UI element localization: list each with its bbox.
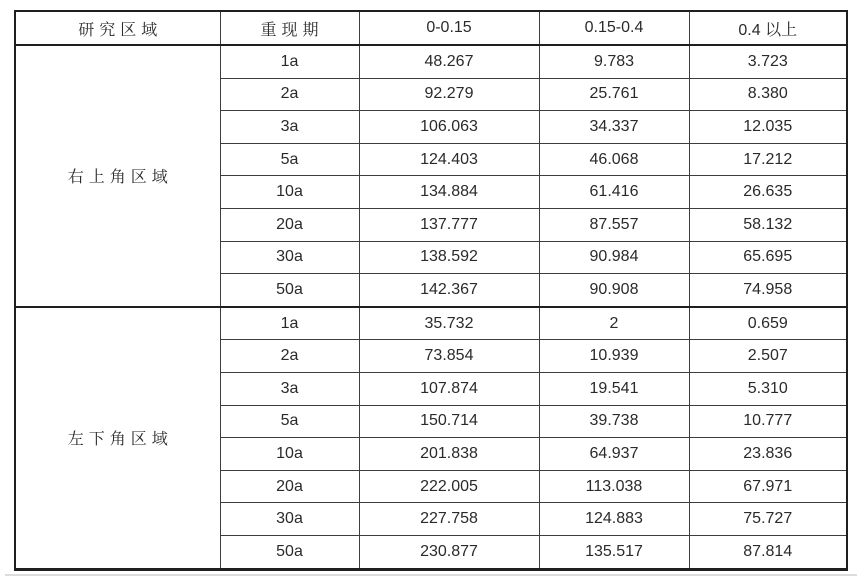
- period-cell: 30a: [220, 241, 359, 274]
- region-cell: 左下角区域: [15, 307, 220, 569]
- value-cell: 61.416: [539, 176, 689, 209]
- value-cell: 74.958: [689, 274, 847, 307]
- period-cell: 3a: [220, 111, 359, 144]
- value-cell: 10.939: [539, 340, 689, 373]
- value-cell: 107.874: [359, 372, 539, 405]
- period-cell: 5a: [220, 143, 359, 176]
- value-cell: 34.337: [539, 111, 689, 144]
- value-cell: 134.884: [359, 176, 539, 209]
- table-row: [15, 45, 847, 78]
- period-cell: 10a: [220, 176, 359, 209]
- value-cell: 106.063: [359, 111, 539, 144]
- value-cell: 25.761: [539, 78, 689, 111]
- header-cell-range-04-plus: 0.4 以上: [689, 11, 847, 45]
- value-cell: 92.279: [359, 78, 539, 111]
- value-cell: 201.838: [359, 438, 539, 471]
- header-row: [15, 11, 847, 45]
- period-cell: 2a: [220, 78, 359, 111]
- value-cell: 48.267: [359, 45, 539, 78]
- value-cell: 9.783: [539, 45, 689, 78]
- period-cell: 3a: [220, 372, 359, 405]
- value-cell: 135.517: [539, 535, 689, 569]
- value-cell: 124.403: [359, 143, 539, 176]
- value-cell: 222.005: [359, 470, 539, 503]
- value-cell: 58.132: [689, 208, 847, 241]
- header-cell-return-period: 重现期: [220, 11, 359, 45]
- header-cell-range-0-015: 0-0.15: [359, 11, 539, 45]
- value-cell: 2.507: [689, 340, 847, 373]
- value-cell: 227.758: [359, 503, 539, 536]
- value-cell: 17.212: [689, 143, 847, 176]
- period-cell: 10a: [220, 438, 359, 471]
- value-cell: 87.557: [539, 208, 689, 241]
- return-period-table: [14, 10, 848, 571]
- header-cell-range-015-04: 0.15-0.4: [539, 11, 689, 45]
- value-cell: 138.592: [359, 241, 539, 274]
- period-cell: 30a: [220, 503, 359, 536]
- value-cell: 113.038: [539, 470, 689, 503]
- value-cell: 23.836: [689, 438, 847, 471]
- value-cell: 19.541: [539, 372, 689, 405]
- value-cell: 46.068: [539, 143, 689, 176]
- period-cell: 50a: [220, 535, 359, 569]
- value-cell: 90.908: [539, 274, 689, 307]
- value-cell: 90.984: [539, 241, 689, 274]
- value-cell: 124.883: [539, 503, 689, 536]
- value-cell: 2: [539, 307, 689, 340]
- period-cell: 50a: [220, 274, 359, 307]
- value-cell: 8.380: [689, 78, 847, 111]
- period-cell: 1a: [220, 307, 359, 340]
- value-cell: 230.877: [359, 535, 539, 569]
- table-row: [15, 307, 847, 340]
- value-cell: 150.714: [359, 405, 539, 438]
- value-cell: 65.695: [689, 241, 847, 274]
- value-cell: 75.727: [689, 503, 847, 536]
- value-cell: 73.854: [359, 340, 539, 373]
- value-cell: 137.777: [359, 208, 539, 241]
- header-cell-study-area: 研究区域: [15, 11, 220, 45]
- value-cell: 26.635: [689, 176, 847, 209]
- value-cell: 87.814: [689, 535, 847, 569]
- period-cell: 20a: [220, 470, 359, 503]
- period-cell: 2a: [220, 340, 359, 373]
- period-cell: 1a: [220, 45, 359, 78]
- scan-artifact-line: [5, 574, 857, 576]
- value-cell: 35.732: [359, 307, 539, 340]
- value-cell: 12.035: [689, 111, 847, 144]
- value-cell: 142.367: [359, 274, 539, 307]
- value-cell: 3.723: [689, 45, 847, 78]
- region-cell: 右上角区域: [15, 45, 220, 307]
- period-cell: 20a: [220, 208, 359, 241]
- value-cell: 64.937: [539, 438, 689, 471]
- value-cell: 0.659: [689, 307, 847, 340]
- value-cell: 5.310: [689, 372, 847, 405]
- value-cell: 39.738: [539, 405, 689, 438]
- value-cell: 67.971: [689, 470, 847, 503]
- value-cell: 10.777: [689, 405, 847, 438]
- period-cell: 5a: [220, 405, 359, 438]
